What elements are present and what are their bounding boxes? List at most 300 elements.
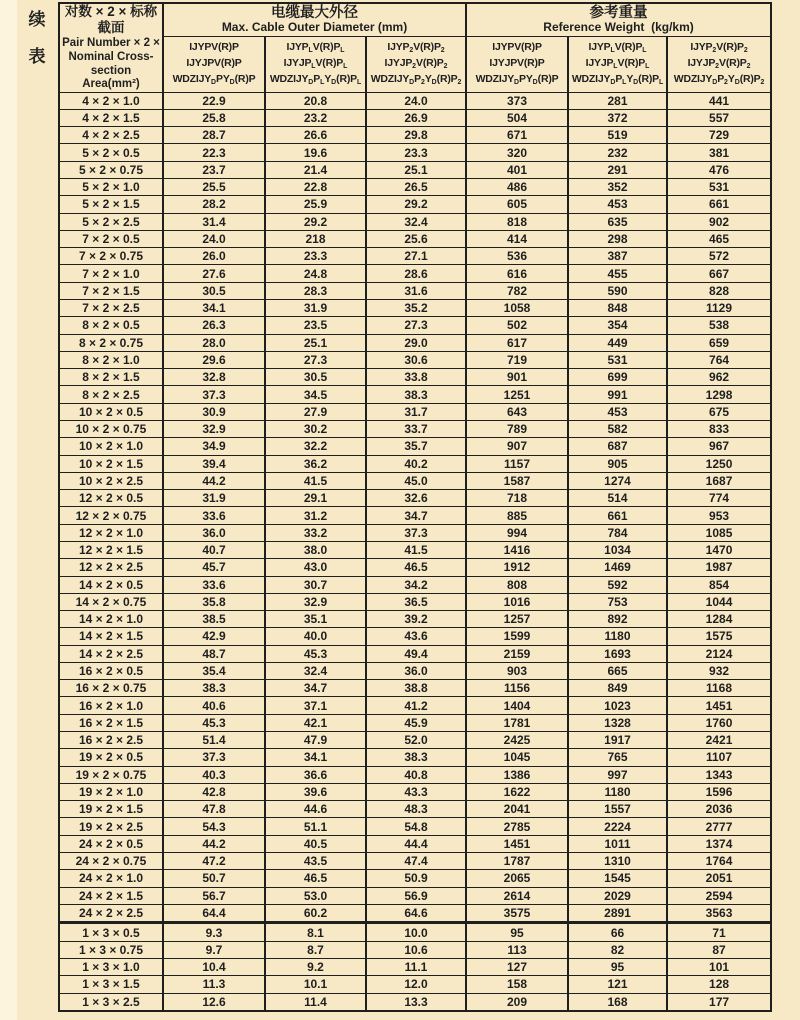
value-cell: 718 (466, 490, 568, 507)
row-label-cell: 14 × 2 × 1.5 (59, 628, 163, 645)
value-cell: 113 (466, 941, 568, 958)
value-cell: 82 (568, 941, 667, 958)
value-cell: 24.0 (163, 230, 265, 247)
value-cell: 39.2 (366, 611, 466, 628)
table-row (59, 941, 771, 958)
value-cell: 38.5 (163, 611, 265, 628)
value-cell: 671 (466, 127, 568, 144)
table-row (59, 403, 771, 420)
value-cell: 1298 (667, 386, 771, 403)
table-row (59, 993, 771, 1011)
table-row (59, 438, 771, 455)
value-cell: 2065 (466, 870, 568, 887)
value-cell: 32.9 (265, 593, 366, 610)
value-cell: 774 (667, 490, 771, 507)
row-label-cell: 24 × 2 × 0.5 (59, 835, 163, 852)
value-cell: 33.6 (163, 507, 265, 524)
table-row (59, 282, 771, 299)
value-cell: 531 (667, 179, 771, 196)
value-cell: 997 (568, 766, 667, 783)
table-row (59, 783, 771, 800)
value-cell: 828 (667, 282, 771, 299)
value-cell: 27.6 (163, 265, 265, 282)
value-cell: 60.2 (265, 904, 366, 922)
value-cell: 56.9 (366, 887, 466, 904)
row-label-cell: 16 × 2 × 0.75 (59, 680, 163, 697)
table-row (59, 144, 771, 161)
value-cell: 24.0 (366, 92, 466, 109)
value-cell: 1180 (568, 628, 667, 645)
value-cell: 514 (568, 490, 667, 507)
value-cell: 1693 (568, 645, 667, 662)
value-cell: 29.6 (163, 351, 265, 368)
value-cell: 892 (568, 611, 667, 628)
table-row (59, 127, 771, 144)
value-cell: 31.9 (265, 300, 366, 317)
value-cell: 26.0 (163, 248, 265, 265)
value-cell: 617 (466, 334, 568, 351)
value-cell: 218 (265, 230, 366, 247)
value-cell: 25.9 (265, 196, 366, 213)
value-cell: 127 (466, 959, 568, 976)
row-label-cell: 10 × 2 × 1.0 (59, 438, 163, 455)
value-cell: 35.1 (265, 611, 366, 628)
value-cell: 1545 (568, 870, 667, 887)
value-cell: 2777 (667, 818, 771, 835)
value-cell: 29.0 (366, 334, 466, 351)
value-cell: 32.6 (366, 490, 466, 507)
row-label-cell: 14 × 2 × 1.0 (59, 611, 163, 628)
table-row (59, 801, 771, 818)
value-cell: 71 (667, 923, 771, 941)
value-cell: 1274 (568, 472, 667, 489)
row-label-cell: 16 × 2 × 1.0 (59, 697, 163, 714)
value-cell: 1011 (568, 835, 667, 852)
value-cell: 11.1 (366, 959, 466, 976)
value-cell: 453 (568, 196, 667, 213)
table-row (59, 420, 771, 437)
table-row (59, 680, 771, 697)
table-row (59, 541, 771, 558)
value-cell: 962 (667, 369, 771, 386)
table-row (59, 230, 771, 247)
table-row (59, 196, 771, 213)
value-cell: 10.4 (163, 959, 265, 976)
value-cell: 387 (568, 248, 667, 265)
value-cell: 1587 (466, 472, 568, 489)
row-label-cell: 7 × 2 × 0.5 (59, 230, 163, 247)
value-cell: 33.7 (366, 420, 466, 437)
value-cell: 994 (466, 524, 568, 541)
row-label-cell: 1 × 3 × 1.0 (59, 959, 163, 976)
value-cell: 1257 (466, 611, 568, 628)
value-cell: 2785 (466, 818, 568, 835)
value-cell: 64.4 (163, 904, 265, 922)
value-cell: 1016 (466, 593, 568, 610)
value-cell: 22.9 (163, 92, 265, 109)
value-cell: 381 (667, 144, 771, 161)
table-row (59, 662, 771, 679)
value-cell: 22.8 (265, 179, 366, 196)
row-label-cell: 4 × 2 × 1.5 (59, 109, 163, 126)
row-label-cell: 14 × 2 × 0.5 (59, 576, 163, 593)
value-cell: 1781 (466, 714, 568, 731)
row-label-cell: 7 × 2 × 1.5 (59, 282, 163, 299)
value-cell: 31.7 (366, 403, 466, 420)
value-cell: 37.1 (265, 697, 366, 714)
value-cell: 34.7 (366, 507, 466, 524)
row-label-cell: 5 × 2 × 0.5 (59, 144, 163, 161)
value-cell: 37.3 (163, 749, 265, 766)
value-cell: 1034 (568, 541, 667, 558)
row-label-cell: 8 × 2 × 0.5 (59, 317, 163, 334)
value-cell: 121 (568, 976, 667, 993)
value-cell: 665 (568, 662, 667, 679)
value-cell: 87 (667, 941, 771, 958)
value-cell: 38.3 (163, 680, 265, 697)
table-row (59, 369, 771, 386)
row-label-cell: 24 × 2 × 1.5 (59, 887, 163, 904)
value-cell: 47.8 (163, 801, 265, 818)
value-cell: 33.2 (265, 524, 366, 541)
value-cell: 519 (568, 127, 667, 144)
value-cell: 48.7 (163, 645, 265, 662)
value-cell: 1045 (466, 749, 568, 766)
value-cell: 557 (667, 109, 771, 126)
row-label-cell: 1 × 3 × 0.75 (59, 941, 163, 958)
value-cell: 23.5 (265, 317, 366, 334)
value-cell: 1343 (667, 766, 771, 783)
value-cell: 52.0 (366, 732, 466, 749)
value-cell: 1596 (667, 783, 771, 800)
value-cell: 28.2 (163, 196, 265, 213)
value-cell: 47.2 (163, 853, 265, 870)
table-row (59, 386, 771, 403)
value-cell: 967 (667, 438, 771, 455)
value-cell: 31.6 (366, 282, 466, 299)
row-label-cell: 24 × 2 × 2.5 (59, 904, 163, 922)
value-cell: 36.6 (265, 766, 366, 783)
table-row (59, 904, 771, 922)
page-edge-strip (0, 0, 17, 1020)
table-body (59, 92, 771, 1011)
value-cell: 19.6 (265, 144, 366, 161)
value-cell: 45.3 (163, 714, 265, 731)
type-column-header-diameter-1: IJYPV(R)P IJYJPV(R)P $WDZIJY_DPY_D(R)P$ (163, 36, 265, 92)
value-cell: 33.6 (163, 576, 265, 593)
value-cell: 49.4 (366, 645, 466, 662)
table-row (59, 248, 771, 265)
row-label-cell: 5 × 2 × 1.5 (59, 196, 163, 213)
value-cell: 661 (667, 196, 771, 213)
value-cell: 441 (667, 92, 771, 109)
value-cell: 905 (568, 455, 667, 472)
value-cell: 45.3 (265, 645, 366, 662)
value-cell: 25.5 (163, 179, 265, 196)
row-label-cell: 10 × 2 × 0.5 (59, 403, 163, 420)
value-cell: 26.5 (366, 179, 466, 196)
value-cell: 23.2 (265, 109, 366, 126)
value-cell: 1622 (466, 783, 568, 800)
value-cell: 46.5 (265, 870, 366, 887)
type-column-header-weight-3: $IJYP_2V(R)P_2$ $IJYJP_2V(R)P_2$ $WDZIJY_DP_2Y_D(R)P_2$ (667, 36, 771, 92)
row-label-cell: 10 × 2 × 2.5 (59, 472, 163, 489)
row-label-cell: 14 × 2 × 0.75 (59, 593, 163, 610)
table-row (59, 732, 771, 749)
value-cell: 36.0 (366, 662, 466, 679)
row-header-cell (59, 3, 163, 92)
value-cell: 675 (667, 403, 771, 420)
value-cell: 31.9 (163, 490, 265, 507)
row-label-cell: 7 × 2 × 1.0 (59, 265, 163, 282)
value-cell: 40.3 (163, 766, 265, 783)
value-cell: 729 (667, 127, 771, 144)
value-cell: 1760 (667, 714, 771, 731)
value-cell: 281 (568, 92, 667, 109)
value-cell: 35.8 (163, 593, 265, 610)
value-cell: 51.1 (265, 818, 366, 835)
value-cell: 1416 (466, 541, 568, 558)
type-column-header-diameter-3: $IJYP_2V(R)P_2$ $IJYJP_2V(R)P_2$ $WDZIJY_DP_2Y_D(R)P_2$ (366, 36, 466, 92)
table-row (59, 559, 771, 576)
table-row (59, 611, 771, 628)
row-label-cell: 19 × 2 × 0.5 (59, 749, 163, 766)
row-label-cell: 24 × 2 × 1.0 (59, 870, 163, 887)
value-cell: 53.0 (265, 887, 366, 904)
value-cell: 1764 (667, 853, 771, 870)
table-row (59, 976, 771, 993)
row-label-cell: 16 × 2 × 0.5 (59, 662, 163, 679)
value-cell: 30.9 (163, 403, 265, 420)
weight-group-title-zh: 参考重量 (589, 4, 648, 21)
value-cell: 209 (466, 993, 568, 1011)
table-row (59, 818, 771, 835)
value-cell: 46.5 (366, 559, 466, 576)
value-cell: 1310 (568, 853, 667, 870)
table-row (59, 161, 771, 178)
value-cell: 808 (466, 576, 568, 593)
value-cell: 538 (667, 317, 771, 334)
table-row (59, 334, 771, 351)
value-cell: 1687 (667, 472, 771, 489)
group-header-weight (466, 3, 771, 36)
row-label-cell: 12 × 2 × 0.75 (59, 507, 163, 524)
value-cell: 2029 (568, 887, 667, 904)
value-cell: 1451 (466, 835, 568, 852)
value-cell: 1251 (466, 386, 568, 403)
value-cell: 2614 (466, 887, 568, 904)
value-cell: 2224 (568, 818, 667, 835)
value-cell: 661 (568, 507, 667, 524)
value-cell: 32.2 (265, 438, 366, 455)
value-cell: 3575 (466, 904, 568, 922)
value-cell: 25.8 (163, 109, 265, 126)
value-cell: 42.8 (163, 783, 265, 800)
value-cell: 667 (667, 265, 771, 282)
value-cell: 1023 (568, 697, 667, 714)
value-cell: 35.4 (163, 662, 265, 679)
value-cell: 21.4 (265, 161, 366, 178)
value-cell: 1284 (667, 611, 771, 628)
value-cell: 590 (568, 282, 667, 299)
value-cell: 56.7 (163, 887, 265, 904)
value-cell: 41.2 (366, 697, 466, 714)
diameter-group-title-zh: 电缆最大外径 (271, 4, 358, 21)
value-cell: 2051 (667, 870, 771, 887)
table-row (59, 645, 771, 662)
value-cell: 34.1 (163, 300, 265, 317)
table-row (59, 524, 771, 541)
value-cell: 38.0 (265, 541, 366, 558)
table-row (59, 923, 771, 941)
value-cell: 1168 (667, 680, 771, 697)
row-label-cell: 24 × 2 × 0.75 (59, 853, 163, 870)
value-cell: 25.1 (265, 334, 366, 351)
value-cell: 13.3 (366, 993, 466, 1011)
value-cell: 782 (466, 282, 568, 299)
value-cell: 27.9 (265, 403, 366, 420)
value-cell: 30.7 (265, 576, 366, 593)
row-label-cell: 4 × 2 × 1.0 (59, 92, 163, 109)
group-header-diameter (163, 3, 466, 36)
value-cell: 45.7 (163, 559, 265, 576)
row-label-cell: 1 × 3 × 1.5 (59, 976, 163, 993)
value-cell: 27.3 (265, 351, 366, 368)
row-label-cell: 5 × 2 × 2.5 (59, 213, 163, 230)
value-cell: 1374 (667, 835, 771, 852)
value-cell: 592 (568, 576, 667, 593)
row-label-cell: 12 × 2 × 1.0 (59, 524, 163, 541)
value-cell: 101 (667, 959, 771, 976)
value-cell: 37.3 (163, 386, 265, 403)
value-cell: 991 (568, 386, 667, 403)
value-cell: 28.6 (366, 265, 466, 282)
row-label-cell: 8 × 2 × 1.5 (59, 369, 163, 386)
value-cell: 953 (667, 507, 771, 524)
value-cell: 32.4 (366, 213, 466, 230)
value-cell: 2036 (667, 801, 771, 818)
value-cell: 8.1 (265, 923, 366, 941)
value-cell: 635 (568, 213, 667, 230)
value-cell: 2891 (568, 904, 667, 922)
value-cell: 26.6 (265, 127, 366, 144)
table-row (59, 697, 771, 714)
value-cell: 885 (466, 507, 568, 524)
table-row (59, 179, 771, 196)
value-cell: 34.9 (163, 438, 265, 455)
value-cell: 1085 (667, 524, 771, 541)
value-cell: 298 (568, 230, 667, 247)
row-label-cell: 19 × 2 × 1.5 (59, 801, 163, 818)
value-cell: 849 (568, 680, 667, 697)
value-cell: 1787 (466, 853, 568, 870)
value-cell: 43.0 (265, 559, 366, 576)
value-cell: 320 (466, 144, 568, 161)
value-cell: 37.3 (366, 524, 466, 541)
value-cell: 8.7 (265, 941, 366, 958)
table-row (59, 835, 771, 852)
value-cell: 40.8 (366, 766, 466, 783)
value-cell: 902 (667, 213, 771, 230)
value-cell: 54.3 (163, 818, 265, 835)
table-row (59, 300, 771, 317)
table-row (59, 92, 771, 109)
value-cell: 719 (466, 351, 568, 368)
table-row (59, 628, 771, 645)
row-label-cell: 12 × 2 × 1.5 (59, 541, 163, 558)
table-row (59, 714, 771, 731)
value-cell: 26.3 (163, 317, 265, 334)
value-cell: 29.8 (366, 127, 466, 144)
value-cell: 23.3 (366, 144, 466, 161)
value-cell: 32.9 (163, 420, 265, 437)
value-cell: 28.3 (265, 282, 366, 299)
value-cell: 536 (466, 248, 568, 265)
row-label-cell: 1 × 3 × 2.5 (59, 993, 163, 1011)
row-label-cell: 12 × 2 × 0.5 (59, 490, 163, 507)
type-column-header-weight-2: $IJYP_LV(R)P_L$ $IJYJP_LV(R)P_L$ $WDZIJY_DP_LY_D(R)P_L$ (568, 36, 667, 92)
value-cell: 572 (667, 248, 771, 265)
row-label-cell: 5 × 2 × 1.0 (59, 179, 163, 196)
value-cell: 10.0 (366, 923, 466, 941)
row-label-cell: 19 × 2 × 1.0 (59, 783, 163, 800)
table-row (59, 317, 771, 334)
value-cell: 95 (466, 923, 568, 941)
table-row (59, 109, 771, 126)
value-cell: 34.5 (265, 386, 366, 403)
value-cell: 24.8 (265, 265, 366, 282)
value-cell: 1156 (466, 680, 568, 697)
value-cell: 47.4 (366, 853, 466, 870)
row-label-cell: 8 × 2 × 0.75 (59, 334, 163, 351)
value-cell: 44.2 (163, 835, 265, 852)
value-cell: 605 (466, 196, 568, 213)
value-cell: 11.3 (163, 976, 265, 993)
table-row (59, 853, 771, 870)
value-cell: 11.4 (265, 993, 366, 1011)
value-cell: 1058 (466, 300, 568, 317)
value-cell: 659 (667, 334, 771, 351)
row-label-cell: 19 × 2 × 2.5 (59, 818, 163, 835)
value-cell: 158 (466, 976, 568, 993)
value-cell: 40.2 (366, 455, 466, 472)
value-cell: 30.5 (265, 369, 366, 386)
value-cell: 2159 (466, 645, 568, 662)
value-cell: 764 (667, 351, 771, 368)
value-cell: 504 (466, 109, 568, 126)
value-cell: 39.4 (163, 455, 265, 472)
table-row (59, 593, 771, 610)
table-header (59, 3, 771, 92)
table-row (59, 472, 771, 489)
table-row (59, 576, 771, 593)
value-cell: 1599 (466, 628, 568, 645)
row-header-zh: 对数 × 2 × 标称 截面 (64, 4, 158, 36)
value-cell: 373 (466, 92, 568, 109)
value-cell: 36.2 (265, 455, 366, 472)
value-cell: 848 (568, 300, 667, 317)
table-row (59, 351, 771, 368)
value-cell: 10.1 (265, 976, 366, 993)
value-cell: 26.9 (366, 109, 466, 126)
value-cell: 1157 (466, 455, 568, 472)
value-cell: 44.4 (366, 835, 466, 852)
table-row (59, 507, 771, 524)
value-cell: 502 (466, 317, 568, 334)
value-cell: 1912 (466, 559, 568, 576)
value-cell: 1250 (667, 455, 771, 472)
value-cell: 42.1 (265, 714, 366, 731)
